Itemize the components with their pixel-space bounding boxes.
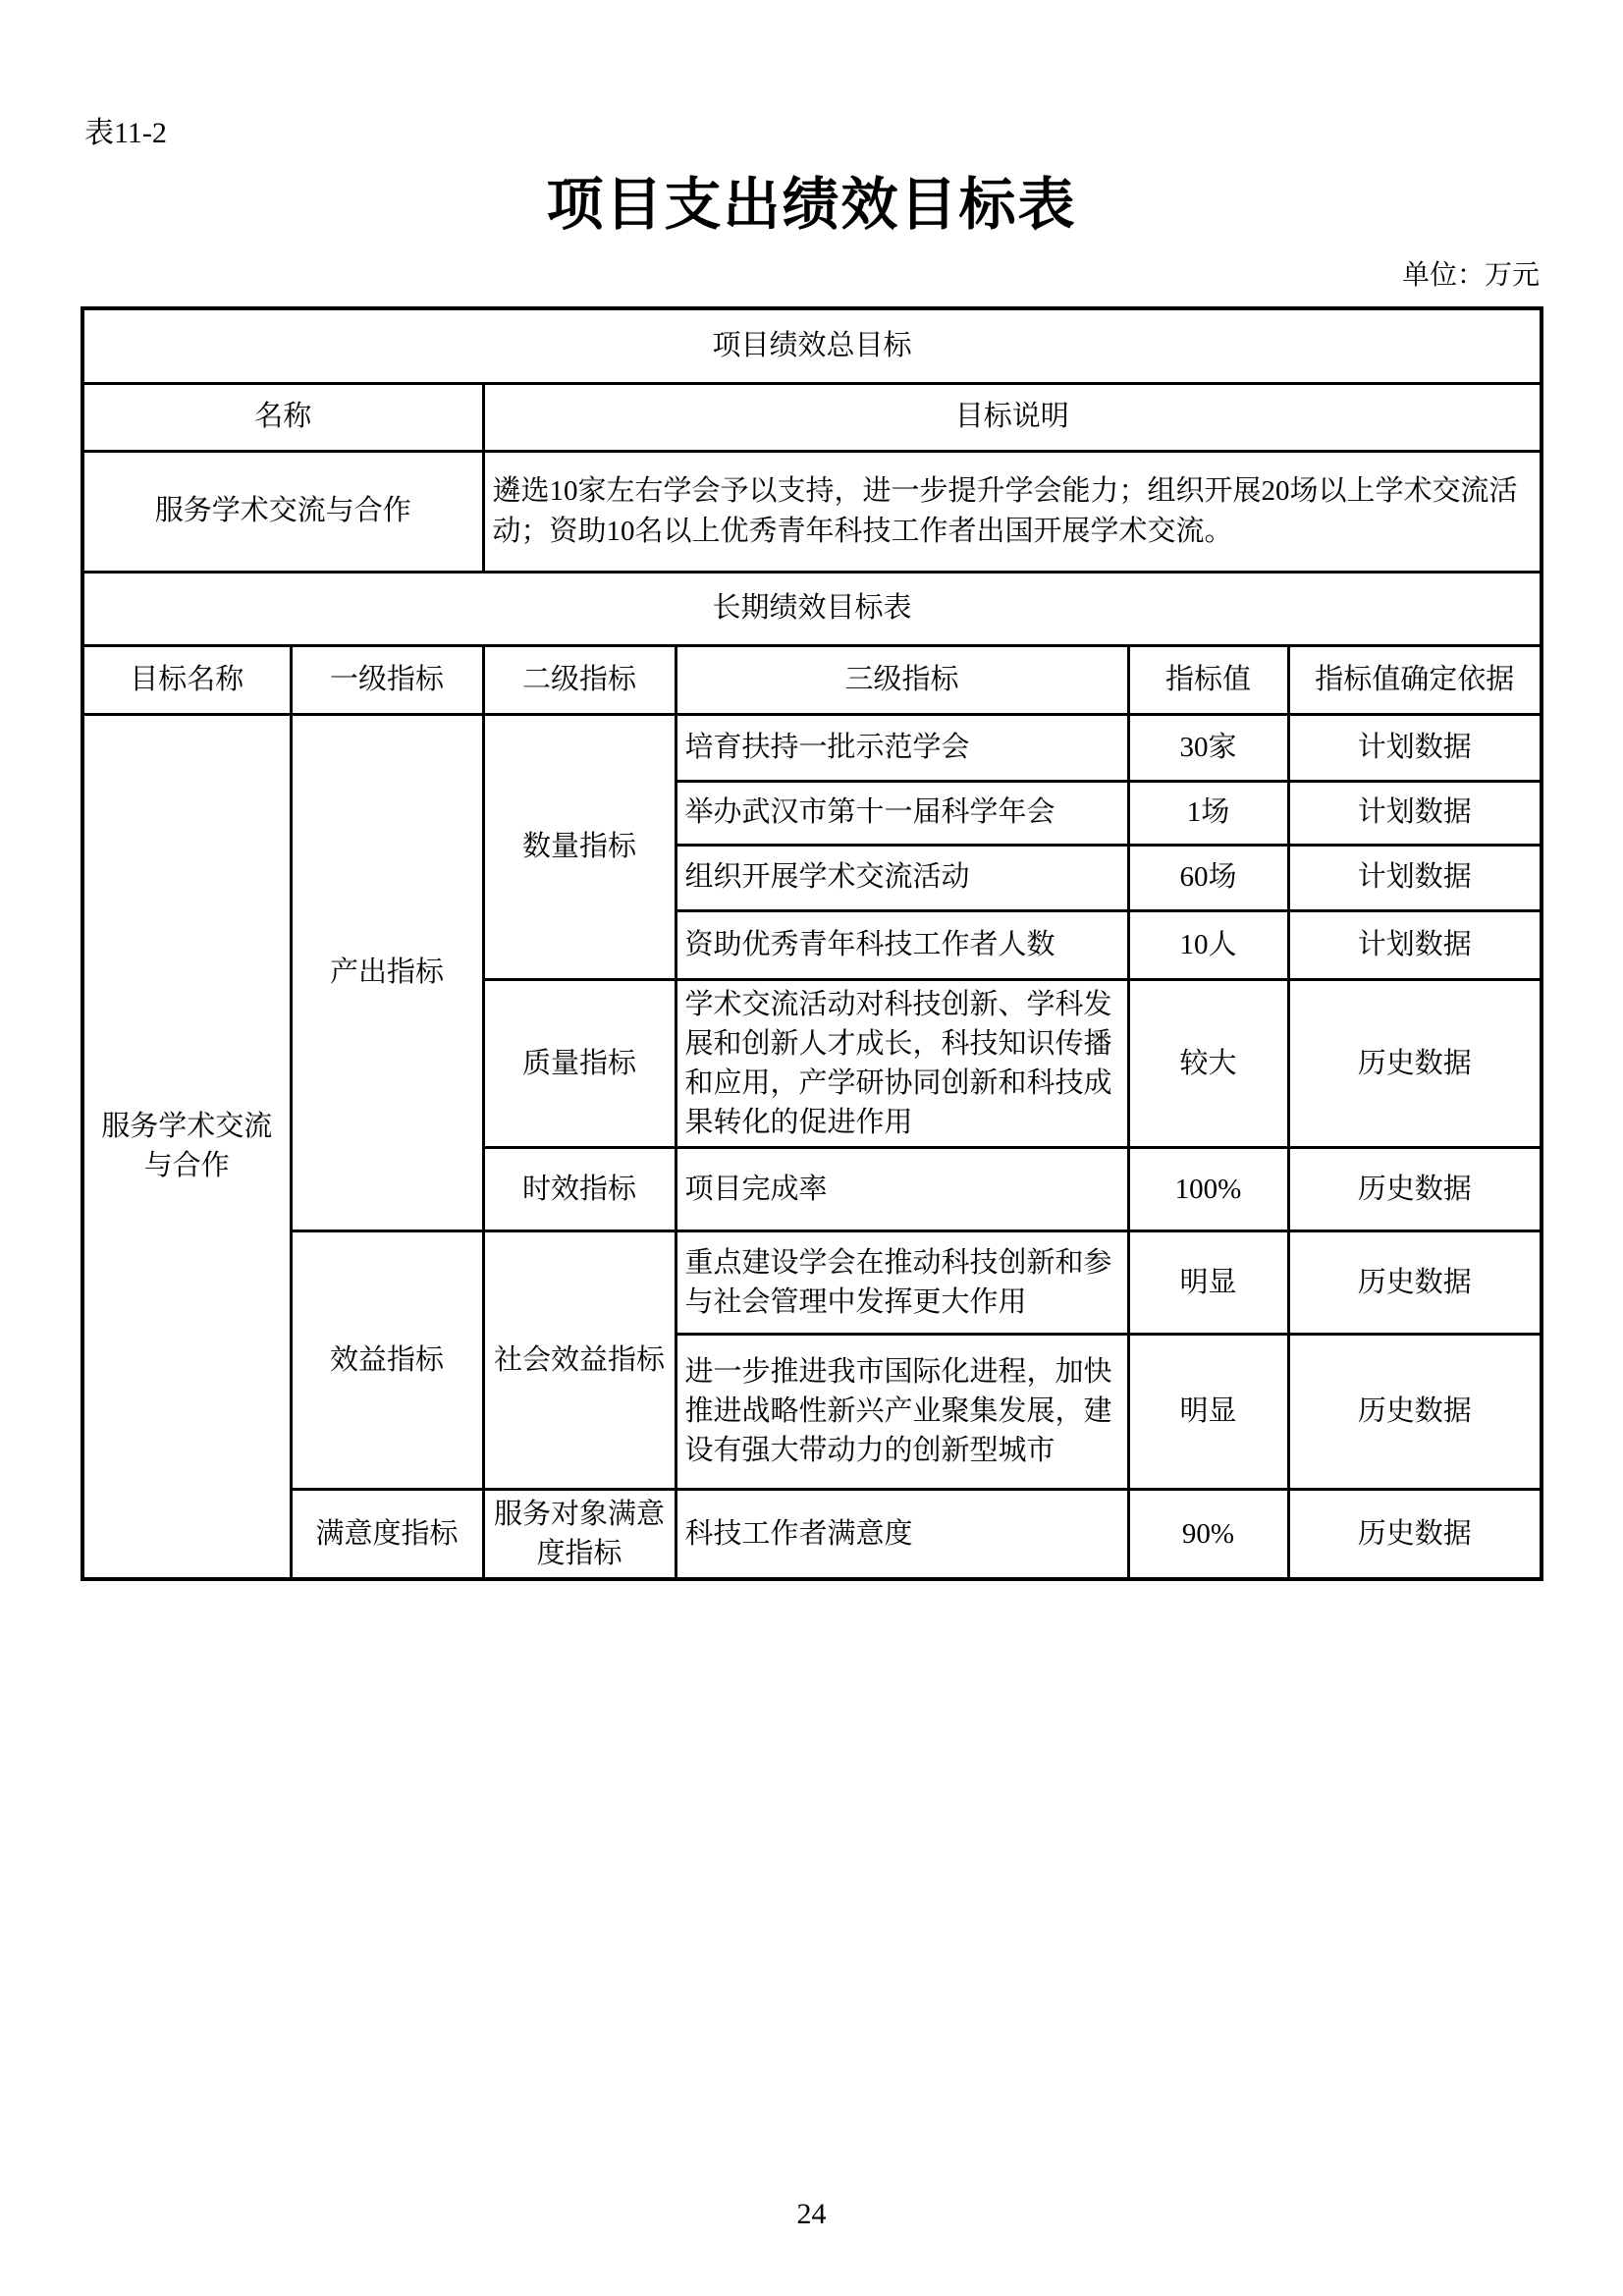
- table-row: [82, 1230, 1542, 1334]
- level1-satisfaction-cell: 满意度指标: [291, 1489, 483, 1579]
- longterm-section-header: 长期绩效目标表: [82, 572, 1542, 645]
- indicator-cell: 培育扶持一批示范学会: [676, 714, 1128, 781]
- level2-social-benefit-cell: 社会效益指标: [483, 1230, 676, 1489]
- value-cell: 10人: [1128, 910, 1288, 979]
- value-cell: 30家: [1128, 714, 1288, 781]
- performance-target-table: [81, 306, 1543, 1581]
- level2-service-satisfaction-cell: 服务对象满意度指标: [483, 1489, 676, 1579]
- longterm-header-row: [82, 645, 1542, 714]
- indicator-cell: 进一步推进我市国际化进程，加快推进战略性新兴产业聚集发展，建设有强大带动力的创新型城市: [676, 1334, 1128, 1489]
- indicator-cell: 学术交流活动对科技创新、学科发展和创新人才成长，科技知识传播和应用，产学研协同创新和科技成果转化的促进作用: [676, 979, 1128, 1147]
- basis-cell: 计划数据: [1288, 714, 1542, 781]
- table-row: [82, 1489, 1542, 1579]
- page-number: 24: [796, 2198, 827, 2230]
- value-cell: 90%: [1128, 1489, 1288, 1579]
- indicator-cell: 举办武汉市第十一届科学年会: [676, 781, 1128, 845]
- overall-goal-name-cell: 服务学术交流与合作: [82, 451, 483, 572]
- level2-timeliness-cell: 时效指标: [483, 1147, 676, 1230]
- page-title: 项目支出绩效目标表: [546, 173, 1077, 237]
- indicator-cell: 重点建设学会在推动科技创新和参与社会管理中发挥更大作用: [676, 1230, 1128, 1334]
- table-label: 表11-2: [84, 117, 167, 149]
- col-header-value: 指标值: [1128, 645, 1288, 714]
- longterm-section-row: [82, 572, 1542, 645]
- indicator-cell: 资助优秀青年科技工作者人数: [676, 910, 1128, 979]
- indicator-cell: 科技工作者满意度: [676, 1489, 1128, 1579]
- value-cell: 60场: [1128, 845, 1288, 910]
- unit-label: 单位：万元: [1401, 260, 1540, 291]
- col-header-level1: 一级指标: [291, 645, 483, 714]
- col-header-level2: 二级指标: [483, 645, 676, 714]
- level2-quality-cell: 质量指标: [483, 979, 676, 1147]
- overall-goal-row: [82, 451, 1542, 572]
- basis-cell: 计划数据: [1288, 845, 1542, 910]
- col-header-basis: 指标值确定依据: [1288, 645, 1542, 714]
- indicator-cell: 组织开展学术交流活动: [676, 845, 1128, 910]
- overall-goal-section-header: 项目绩效总目标: [82, 308, 1542, 383]
- basis-cell: 计划数据: [1288, 910, 1542, 979]
- basis-cell: 历史数据: [1288, 1147, 1542, 1230]
- value-cell: 明显: [1128, 1230, 1288, 1334]
- basis-cell: 历史数据: [1288, 1230, 1542, 1334]
- level1-output-cell: 产出指标: [291, 714, 483, 1230]
- overall-goal-description-cell: 遴选10家左右学会予以支持，进一步提升学会能力；组织开展20场以上学术交流活动；资助10名以上优秀青年科技工作者出国开展学术交流。: [483, 451, 1542, 572]
- value-cell: 1场: [1128, 781, 1288, 845]
- name-header-cell: 名称: [82, 383, 483, 451]
- basis-cell: 历史数据: [1288, 1334, 1542, 1489]
- basis-cell: 历史数据: [1288, 979, 1542, 1147]
- level2-quantity-cell: 数量指标: [483, 714, 676, 979]
- col-header-goal-name: 目标名称: [82, 645, 291, 714]
- indicator-cell: 项目完成率: [676, 1147, 1128, 1230]
- value-cell: 100%: [1128, 1147, 1288, 1230]
- goal-description-header-cell: 目标说明: [483, 383, 1542, 451]
- table-row: [82, 714, 1542, 781]
- basis-cell: 计划数据: [1288, 781, 1542, 845]
- value-cell: 明显: [1128, 1334, 1288, 1489]
- level1-benefit-cell: 效益指标: [291, 1230, 483, 1489]
- overall-header-row: [82, 383, 1542, 451]
- longterm-goal-name-cell: 服务学术交流与合作: [82, 714, 291, 1579]
- overall-goal-section-row: [82, 308, 1542, 383]
- value-cell: 较大: [1128, 979, 1288, 1147]
- col-header-level3: 三级指标: [676, 645, 1128, 714]
- basis-cell: 历史数据: [1288, 1489, 1542, 1579]
